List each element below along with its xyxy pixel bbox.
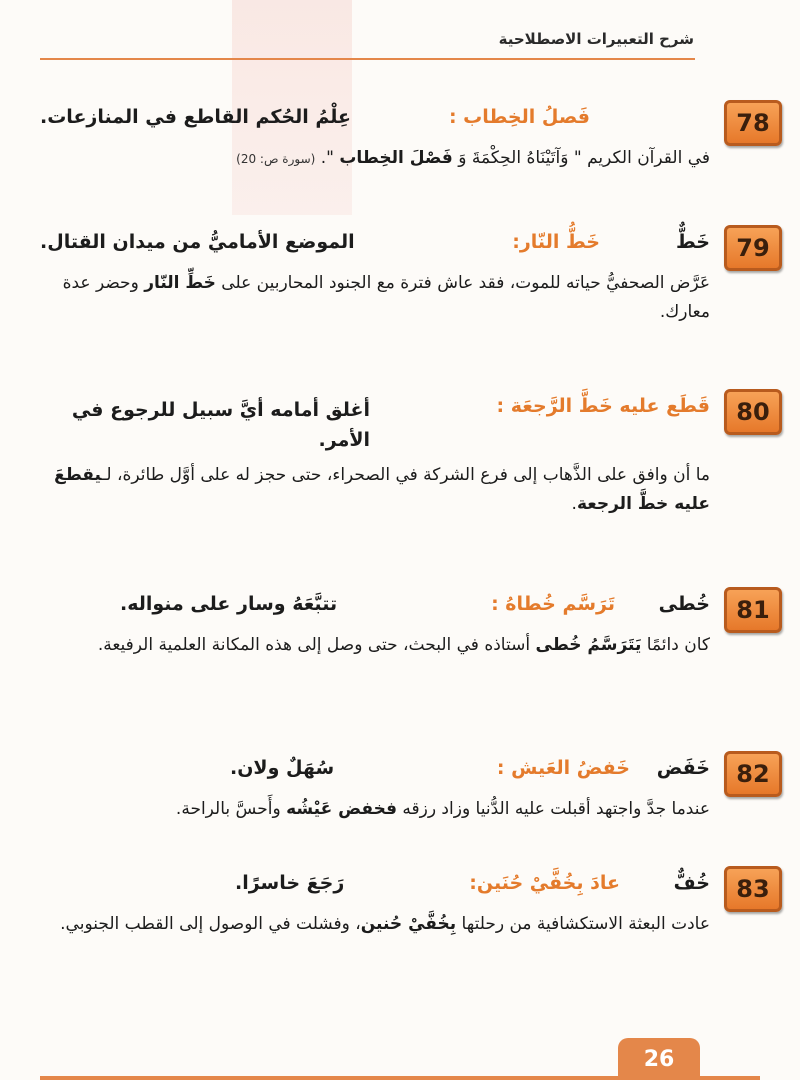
entry-number-badge: 82: [724, 751, 782, 797]
entry-80: [40, 389, 770, 519]
idiom: خَطُّ النّار:: [512, 231, 600, 253]
example-sentence: عندما جدَّ واجتهد أقبلت عليه الدُّنيا وزاد رزقه فخفض عَيْشُه وأَحسَّ بالراحة.: [175, 799, 710, 819]
entry-heading: [40, 225, 710, 265]
entry-number-badge: 79: [724, 225, 782, 271]
entry-83: [40, 866, 770, 939]
running-header: شرح التعبيرات الاصطلاحية: [498, 30, 694, 48]
idiom-in-example: يقطعَ عليه خطَّ الرجعة: [54, 465, 710, 514]
entry-81: [40, 587, 770, 660]
example-sentence: عَرَّض الصحفيُّ حياته للموت، فقد عاش فترة مع الجنود المحاربين على خَطِّ النّار وحضر عدة معارك.: [62, 273, 710, 322]
entry-78: [40, 100, 770, 174]
root-word: خَطٌّ: [675, 231, 710, 253]
root-word: خُفٌّ: [673, 872, 710, 894]
entry-number-badge: 83: [724, 866, 782, 912]
entry-heading: [40, 866, 710, 906]
entry-number-badge: 78: [724, 100, 782, 146]
idiom-meaning: تتبَّعَهُ وسار على منواله.: [120, 593, 338, 615]
idiom-meaning: عِلْمُ الحُكم القاطع في المنازعات.: [40, 106, 352, 128]
idiom-meaning: سُهَلٌ ولان.: [230, 757, 335, 779]
idiom-in-example: فخفض عَيْشُه: [286, 799, 397, 819]
entry-number-badge: 81: [724, 587, 782, 633]
idiom-in-example: فَصْلَ الخِطاب: [339, 148, 453, 168]
example-sentence: عادت البعثة الاستكشافية من رحلتها بِخُفَّيْ حُنين، وفشلت في الوصول إلى القطب الجنوبي.: [60, 914, 710, 934]
idiom-in-example: بِخُفَّيْ حُنين: [360, 914, 457, 934]
idiom: عادَ بِخُفَّيْ حُنَين:: [469, 872, 620, 894]
example-sentence: في القرآن الكريم " وَآتَيْنَاهُ الحِكْمَةَ وَ فَصْلَ الخِطاب ". (سورة ص: 20): [236, 148, 710, 168]
header-rule: [40, 58, 695, 60]
page-number: 26: [618, 1038, 700, 1080]
entry-number-badge: 80: [724, 389, 782, 435]
quran-reference: (سورة ص: 20): [236, 152, 316, 166]
root-word: خُطى: [658, 593, 710, 615]
entry-heading: [40, 100, 710, 140]
idiom: قَطَع عليه خَطَّ الرَّجعَة :: [496, 395, 710, 417]
entry-heading: [40, 751, 710, 791]
entry-82: [40, 751, 770, 824]
idiom-meaning: رَجَعَ خاسرًا.: [235, 872, 345, 894]
example-sentence: كان دائمًا يَتَرَسَّمُ خُطى أستاذه في البحث، حتى وصل إلى هذه المكانة العلمية الرفيعة.: [97, 635, 710, 655]
idiom-meaning: الموضع الأماميُّ من ميدان القتال.: [40, 231, 355, 253]
idiom-in-example: خَطِّ النّار: [144, 273, 216, 293]
idiom: خَفضُ العَيش :: [496, 757, 630, 779]
idiom: تَرَسَّم خُطاهُ :: [491, 593, 615, 615]
idiom: فَصلُ الخِطاب :: [448, 106, 590, 128]
entry-79: [40, 225, 770, 327]
root-word: خَفَض: [656, 757, 710, 779]
idiom-meaning: أغلق أمامه أيَّ سبيل للرجوع في الأمر.: [71, 399, 370, 451]
example-sentence: ما أن وافق على الذَّهاب إلى فرع الشركة في الصحراء، حتى حجز له على أوَّل طائرة، لـيقطعَ عليه خطَّ الرجعة.: [54, 465, 710, 514]
entry-heading: [40, 389, 710, 451]
idiom-in-example: يَتَرَسَّمُ خُطى: [535, 635, 642, 655]
entry-heading: [40, 587, 710, 627]
